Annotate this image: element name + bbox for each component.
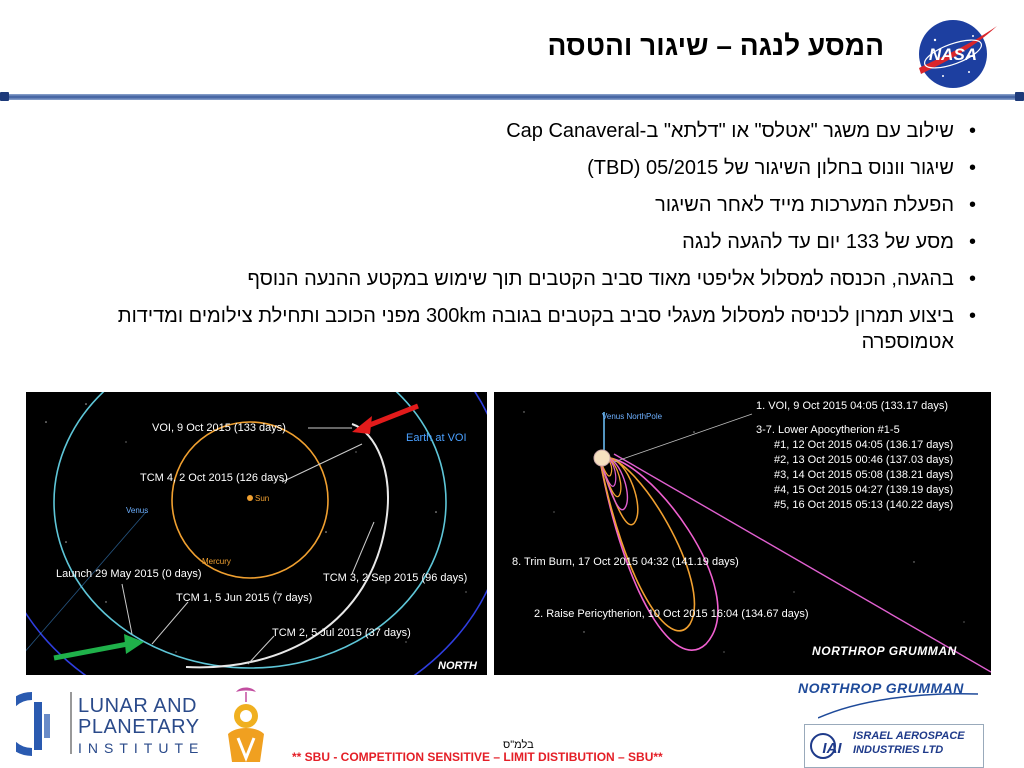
classification-label: בלמ"ס <box>503 739 534 751</box>
maneuver-1-label: #1, 12 Oct 2015 04:05 (136.17 days) <box>774 439 954 451</box>
maneuver-2-label: #2, 13 Oct 2015 00:46 (137.03 days) <box>774 454 954 466</box>
trajectory-image <box>26 392 487 675</box>
mercury-label: Mercury <box>202 557 231 566</box>
bullet-dot: • <box>968 231 976 253</box>
page-title: המסע לנגה – שיגור והטסה <box>547 30 884 61</box>
ng-swoosh-icon <box>818 690 978 720</box>
tcm3-label: TCM 3, 2 Sep 2015 (96 days) <box>323 572 468 584</box>
maneuver-3-label: #3, 14 Oct 2015 05:08 (138.21 days) <box>774 469 954 481</box>
bullet-item: • בהגעה, הכנסה למסלול אליפטי מאוד סביב הקטבים תוך שימוש במקטע ההנעה הנוסף <box>247 268 976 290</box>
raise-pericytherion-label: 2. Raise Pericytherion, 10 Oct 2015 16:04 (134.67 days) <box>534 608 809 620</box>
venus-label: Venus <box>126 506 149 515</box>
orbit-voi-label: 1. VOI, 9 Oct 2015 04:05 (133.17 days) <box>756 400 949 412</box>
sensitivity-notice: ** SBU - COMPETITION SENSITIVE – LIMIT DISTIBUTION – SBU** <box>292 750 663 764</box>
tcm1-label: TCM 1, 5 Jun 2015 (7 days) <box>176 592 313 604</box>
orbit-image <box>494 392 991 675</box>
rule-end-right <box>1015 92 1024 101</box>
lpi-divider <box>70 692 72 754</box>
tcm2-label: TCM 2, 5 Jul 2015 (37 days) <box>272 627 411 639</box>
bullet-item: • הפעלת המערכות מייד לאחר השיגור <box>655 194 976 216</box>
northrop-watermark: NORTH <box>438 660 477 672</box>
institute-emblem-icon <box>222 686 272 764</box>
bullet-list <box>36 118 976 366</box>
bullet-item: • מסע של 133 יום עד להגעה לנגה <box>682 231 976 253</box>
iai-emblem-icon <box>809 731 851 761</box>
apocytherion-label: 3-7. Lower Apocytherion #1-5 <box>756 424 900 436</box>
svg-text:IAI: IAI <box>822 740 842 757</box>
bullet-item: • שילוב עם משגר "אטלס" או "דלתא" ב-Cap Canaveral <box>506 120 976 142</box>
svg-text:NASA: NASA <box>928 45 978 64</box>
trim-burn-label: 8. Trim Burn, 17 Oct 2015 04:32 (141.19 days) <box>512 556 739 568</box>
bullet-item: • ביצוע תמרון לכניסה למסלול מעגלי סביב בקטבים בגובה 300km מפני הכוכב ותחילת צילומים ומדידות אטמוספרה <box>117 305 976 353</box>
venus-pole-label: Venus NorthPole <box>602 412 663 421</box>
tcm4-label: TCM 4, 2 Oct 2015 (126 days) <box>140 472 288 484</box>
iai-wordmark: ISRAEL AEROSPACE INDUSTRIES LTD <box>853 730 965 756</box>
maneuver-4-label: #4, 15 Oct 2015 04:27 (139.19 days) <box>774 484 954 496</box>
bullet-item: • שיגור וונוס בחלון השיגור של 05/2015 (TBD) <box>587 157 976 179</box>
northrop-grumman-logo: NORTHROP GRUMMAN <box>798 680 964 696</box>
rule-end-left <box>0 92 9 101</box>
orbit-drawing <box>494 392 991 675</box>
bullet-dot: • <box>968 157 976 179</box>
voi-label: VOI, 9 Oct 2015 (133 days) <box>152 422 286 434</box>
nasa-logo <box>913 16 999 92</box>
bullet-dot: • <box>968 194 976 216</box>
bullet-dot: • <box>968 268 976 290</box>
northrop-watermark-right: NORTHROP GRUMMAN <box>812 644 957 658</box>
bullet-dot: • <box>968 120 976 142</box>
bullet-dot: • <box>968 305 976 327</box>
lpi-wordmark: LUNAR AND PLANETARY INSTITUTE <box>78 695 205 756</box>
launch-label: Launch 29 May 2015 (0 days) <box>56 568 202 580</box>
maneuver-5-label: #5, 16 Oct 2015 05:13 (140.22 days) <box>774 499 954 511</box>
iai-logo <box>804 724 984 768</box>
lpi-logo-icon <box>16 690 72 760</box>
header-rule <box>0 94 1024 100</box>
earth-at-voi-label: Earth at VOI <box>406 432 467 444</box>
sun-label: Sun <box>255 494 270 503</box>
